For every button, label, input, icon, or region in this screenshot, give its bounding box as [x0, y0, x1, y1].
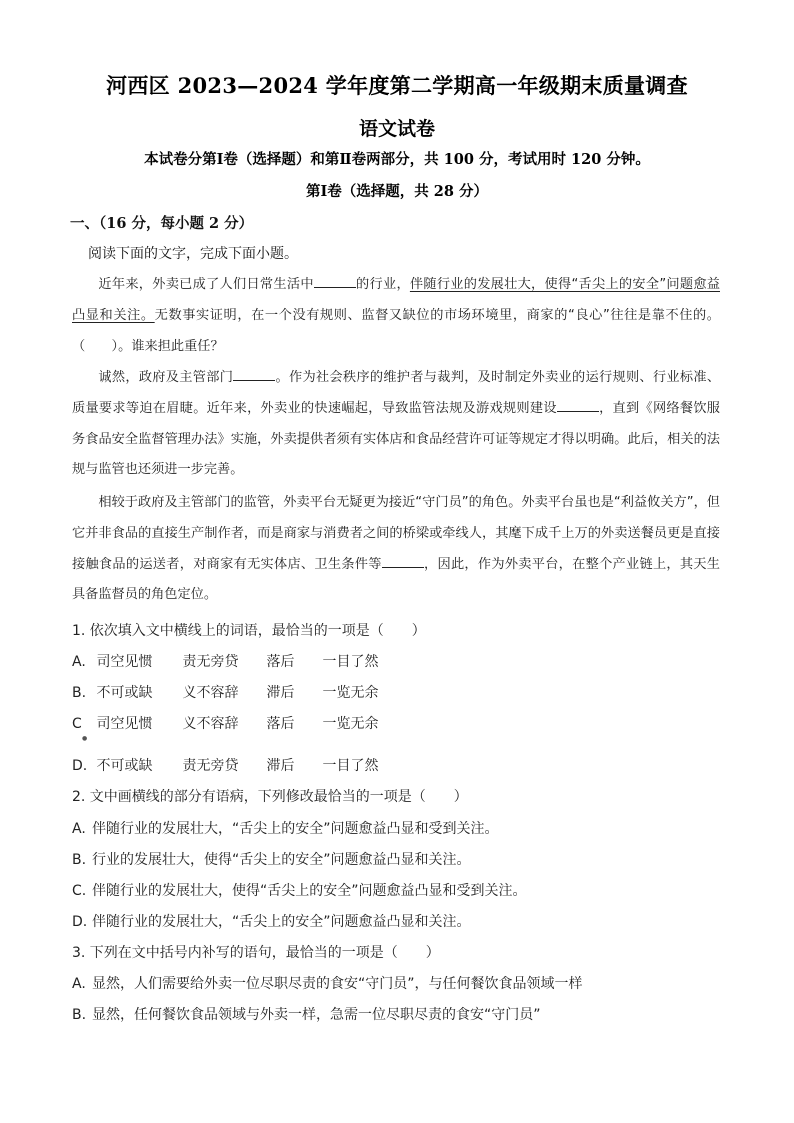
- exam-note: 本试卷分第Ⅰ卷（选择题）和第Ⅱ卷两部分，共 100 分，考试用时 120 分钟。: [144, 151, 650, 168]
- fill-blank-3: [557, 397, 599, 412]
- section-heading: 一、（16 分，每小题 2 分）: [70, 215, 254, 232]
- question-2-option-b[interactable]: B. 行业的发展壮大，使得“舌尖上的安全”问题愈益凸显和关注。: [72, 852, 471, 868]
- question-2-option-d[interactable]: D. 伴随行业的发展壮大，“舌尖上的安全”问题愈益凸显和关注。: [72, 914, 471, 930]
- fill-blank-2: [233, 366, 275, 381]
- passage-paragraph-2: [72, 363, 720, 486]
- p2-text-a: 诚然，政府及主管部门: [98, 370, 234, 385]
- question-1-stem: 1. 依次填入文中横线上的词语，最恰当的一项是（ ）: [72, 623, 426, 639]
- passage-paragraph-1: [72, 270, 720, 362]
- p2-text-b: 。作为社会秩序的维护者与裁判，及时制定外卖业的运行规则、行业标准、质量要求等迫在眉睫。近年来，外卖业的快速崛起，导致监管法规及游戏规则建设: [72, 370, 721, 416]
- question-3-stem: 3. 下列在文中括号内补写的语句，最恰当的一项是（ ）: [72, 945, 440, 961]
- p3-text-b: ，因此，作为外卖平台，在整个产业链上，其天生具备监督员的角色定位。: [72, 556, 720, 603]
- passage-paragraph-3: [72, 488, 720, 611]
- p1-text-a: 近年来，外卖已成了人们日常生活中: [98, 277, 314, 292]
- part-heading: 第Ⅰ卷（选择题，共 28 分）: [305, 183, 489, 200]
- question-1-option-b[interactable]: B. 不可或缺 义不容辞 滞后 一览无余: [72, 685, 379, 701]
- underlined-sentence: 伴随行业的发展壮大，使得“舌尖上的安全”问题愈益凸显和关注。: [72, 277, 720, 323]
- fill-blank-1: [314, 273, 356, 288]
- question-2-option-c[interactable]: C. 伴随行业的发展壮大，使得“舌尖上的安全”问题愈益凸显和受到关注。: [72, 883, 527, 899]
- p3-text-a: 相较于政府及主管部门的监管，外卖平台无疑更为接近“守门员”的角色。外卖平台虽也是“利益攸关方”，但它并非食品的直接生产制作者，而是商家与消费者之间的桥梁或牵线人，其麾下成千上万的外卖送餐员更是直接接触食品的运送者，对商家有无实体店、卫生条件等: [72, 495, 720, 572]
- fill-blank-4: [382, 553, 424, 568]
- p1-text-c: 无数事实证明，在一个没有规则、监督又缺位的市场环境里，商家的“良心”往往是靠不住的。（ ）。谁来担此重任？: [72, 307, 720, 354]
- exam-title: 河西区 2023—2024 学年度第二学期高一年级期末质量调查: [106, 73, 688, 98]
- p1-text-b: 的行业，: [355, 277, 410, 292]
- question-3-option-a[interactable]: A. 显然，人们需要给外卖一位尽职尽责的食安“守门员”，与任何餐饮食品领域一样: [72, 976, 583, 992]
- exam-subtitle: 语文试卷: [358, 118, 435, 140]
- p2-text-c: ，直到《网络餐饮服务食品安全监督管理办法》实施，外卖提供者须有实体店和食品经营许可证等规定才得以明确。此后，相关的法规与监管也还须进一步完善。: [72, 400, 720, 478]
- question-2-option-a[interactable]: A. 伴随行业的发展壮大，“舌尖上的安全”问题愈益凸显和受到关注。: [72, 821, 499, 837]
- question-2-stem: 2. 文中画横线的部分有语病，下列修改最恰当的一项是（ ）: [72, 789, 468, 805]
- question-1-option-d[interactable]: D. 不可或缺 责无旁贷 滞后 一目了然: [72, 758, 379, 774]
- question-1-option-c[interactable]: C 司空见惯 义不容辞 落后 一览无余: [72, 716, 379, 732]
- stray-dot: ●: [82, 735, 88, 742]
- question-3-option-b[interactable]: B. 显然，任何餐饮食品领域与外卖一样，急需一位尽职尽责的食安“守门员”: [72, 1007, 541, 1023]
- section-intro: 阅读下面的文字，完成下面小题。: [88, 246, 298, 262]
- question-1-option-a[interactable]: A. 司空见惯 责无旁贷 落后 一目了然: [72, 654, 379, 670]
